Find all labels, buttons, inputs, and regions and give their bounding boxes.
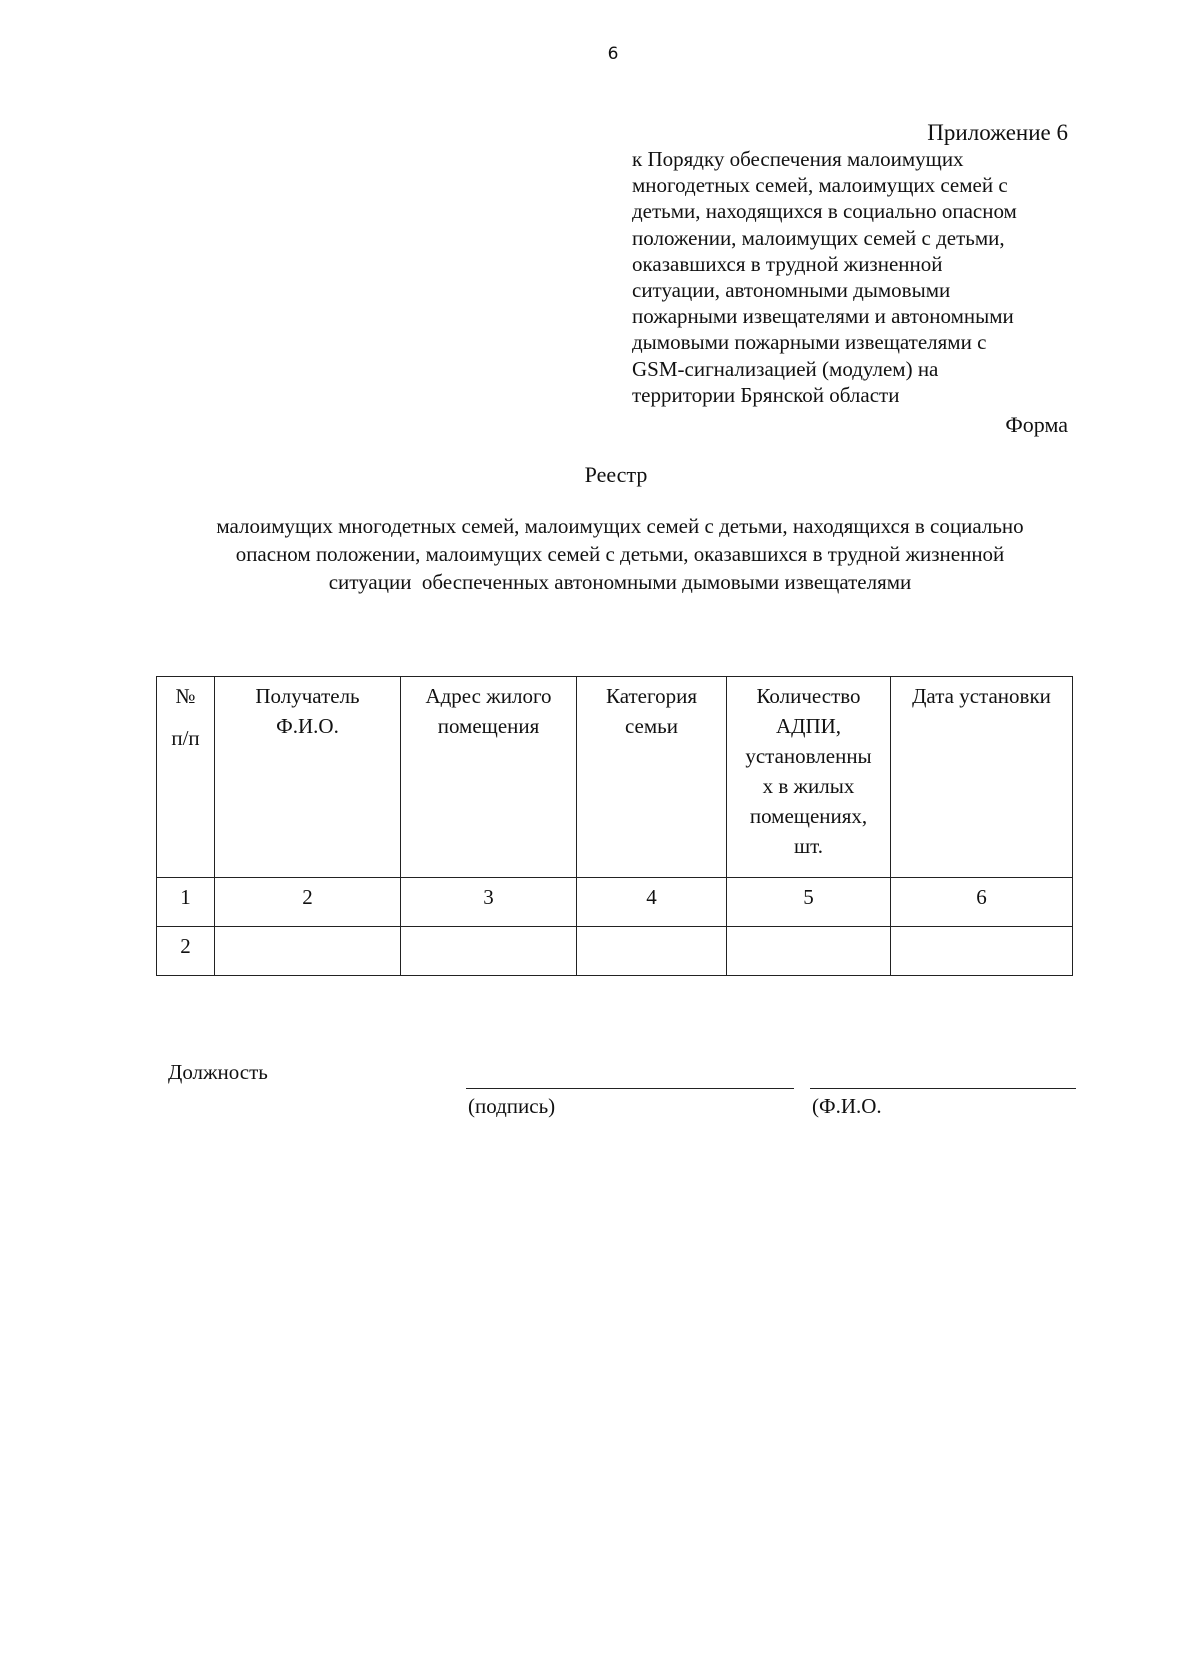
header-line: Дата установки xyxy=(912,684,1051,708)
document-title: Реестр xyxy=(584,462,648,487)
position-label: Должность xyxy=(168,1060,268,1084)
signature-caption: (подпись) xyxy=(468,1094,556,1118)
header-line: Ф.И.О. xyxy=(276,714,339,738)
appendix-line: GSM-сигнализацией (модулем) на xyxy=(632,356,939,381)
appendix-line: положении, малоимущих семей с детьми, xyxy=(632,225,1005,250)
header-line: х в жилых xyxy=(762,774,855,798)
header-install-date xyxy=(891,677,1073,878)
table-cell: 5 xyxy=(727,878,891,927)
registry-table xyxy=(156,676,1073,976)
table-cell: 1 xyxy=(157,878,215,927)
name-line xyxy=(810,1088,1076,1089)
table-cell xyxy=(215,927,401,976)
subtitle-line: малоимущих многодетных семей, малоимущих семей с детьми, находящихся в социально xyxy=(216,514,1024,538)
appendix-line: ситуации, автономными дымовыми xyxy=(632,278,951,303)
subtitle-line: опасном положении, малоимущих семей с детьми, оказавшихся в трудной жизненной xyxy=(235,542,1005,566)
header-line: Адрес жилого xyxy=(425,684,552,708)
appendix-description xyxy=(632,146,1082,408)
appendix-line: пожарными извещателями и автономными xyxy=(632,304,1014,329)
page-number: 6 xyxy=(607,44,619,64)
header-address xyxy=(401,677,577,878)
table-row xyxy=(157,878,1073,927)
header-number xyxy=(157,677,215,878)
header-line: Категория xyxy=(606,684,697,708)
table-cell: 2 xyxy=(157,927,215,976)
subtitle-line: ситуации обеспеченных автономными дымовыми извещателями xyxy=(328,570,912,594)
table-header-row xyxy=(157,677,1073,878)
header-line: № xyxy=(175,684,196,708)
header-line: Количество xyxy=(756,684,861,708)
document-subtitle xyxy=(100,512,1140,596)
header-category xyxy=(577,677,727,878)
appendix-line: к Порядку обеспечения малоимущих xyxy=(632,147,964,171)
table-cell: 2 xyxy=(215,878,401,927)
name-caption: (Ф.И.О. xyxy=(812,1094,882,1118)
header-line: шт. xyxy=(793,834,824,858)
appendix-line: многодетных семей, малоимущих семей с xyxy=(632,173,1008,198)
appendix-line: оказавшихся в трудной жизненной xyxy=(632,251,943,276)
table-row xyxy=(157,927,1073,976)
header-recipient xyxy=(215,677,401,878)
header-quantity xyxy=(727,677,891,878)
header-line: АДПИ, xyxy=(775,714,842,738)
form-label: Форма xyxy=(1005,412,1068,437)
appendix-line: территории Брянской области xyxy=(632,382,900,407)
header-line: Получатель xyxy=(255,684,360,708)
table-cell: 3 xyxy=(401,878,577,927)
header-line: семьи xyxy=(624,714,678,738)
header-line: установленны xyxy=(745,744,872,768)
appendix-line: дымовыми пожарными извещателями с xyxy=(632,330,987,355)
table-cell: 4 xyxy=(577,878,727,927)
appendix-line: детьми, находящихся в социально опасном xyxy=(632,199,1017,224)
header-line: помещениях, xyxy=(749,804,868,828)
signature-line xyxy=(466,1088,794,1089)
appendix-title: Приложение 6 xyxy=(927,120,1068,145)
header-line: помещения xyxy=(437,714,540,738)
table-cell xyxy=(577,927,727,976)
table-cell xyxy=(401,927,577,976)
table-cell xyxy=(727,927,891,976)
header-line: п/п xyxy=(171,726,200,750)
table-cell xyxy=(891,927,1073,976)
table-cell: 6 xyxy=(891,878,1073,927)
